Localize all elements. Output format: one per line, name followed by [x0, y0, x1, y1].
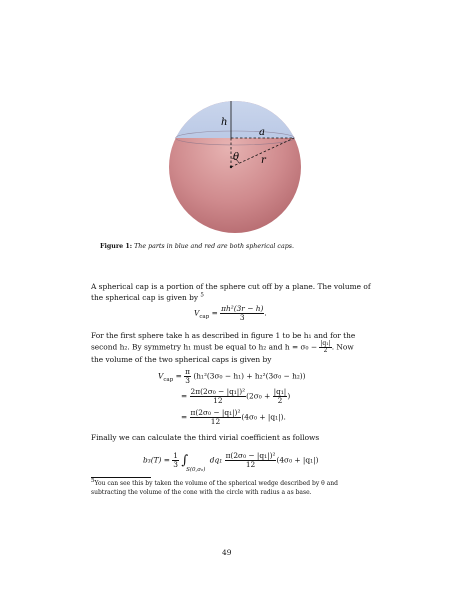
caption-label: Figure 1: — [100, 243, 133, 250]
label-a: a — [259, 127, 265, 138]
equation-3: b₃(T) = $\frac{1}{3}$ $\int_{S(0,\sigma_0)}$ dq₁ $\frac{\text{π(2σ₀ − |q₁|)²}}{12}$ (4σ₀ + |q₁|) — [143, 451, 319, 473]
label-h: h — [221, 117, 228, 128]
equation-1: $V_{cap}$ = $\frac{\text{πh²(3r − h)}}{3}$ . — [194, 304, 267, 322]
paragraph-1: A spherical cap is a portion of the sphere cut off by a plane. The volume of the spherical cap is given by $^5$ — [91, 282, 371, 303]
footnote: $^5$You can see this by taken the volume of the spherical wedge described by θ and subtracting the volume of the cone with the circle with radius a as base. — [91, 478, 338, 496]
label-theta: θ — [233, 152, 240, 163]
label-r: r — [261, 155, 266, 166]
footnote-rule — [91, 477, 151, 478]
equation-2: $V_{cap}$ = $\frac{\pi}{3}$ (h₁²(3σ₀ − h₁) + h₂²(3σ₀ − h₂)) = $\frac{\text{2π(2σ₀ − |q₁|)²}}{12}$ (2σ₀ + $\frac{\text{|q₁|}}{2}$ ) = $\frac{\text{π(2σ₀ − |q₁|)²}}{12}$ (4σ₀ + |q₁|). — [158, 367, 306, 426]
figure-caption — [100, 243, 294, 250]
caption-text: The parts in blue and red are both spherical caps. — [134, 243, 294, 250]
center-dot — [230, 166, 232, 168]
footnote-ref: 5 — [200, 292, 204, 299]
sphere-diagram — [160, 92, 310, 242]
paragraph-3: Finally we can calculate the third virial coefficient as follows — [91, 433, 320, 442]
page-number: 49 — [222, 548, 232, 557]
paragraph-2: For the first sphere take h as described in figure 1 to be h₁ and for the second h₂. By symmetry h₁ must be equal to h₂ and h = σ₀ − $\frac{\text{|q₁|}}{2}$ . Now the volume of the two spherical caps is given by — [91, 331, 356, 365]
